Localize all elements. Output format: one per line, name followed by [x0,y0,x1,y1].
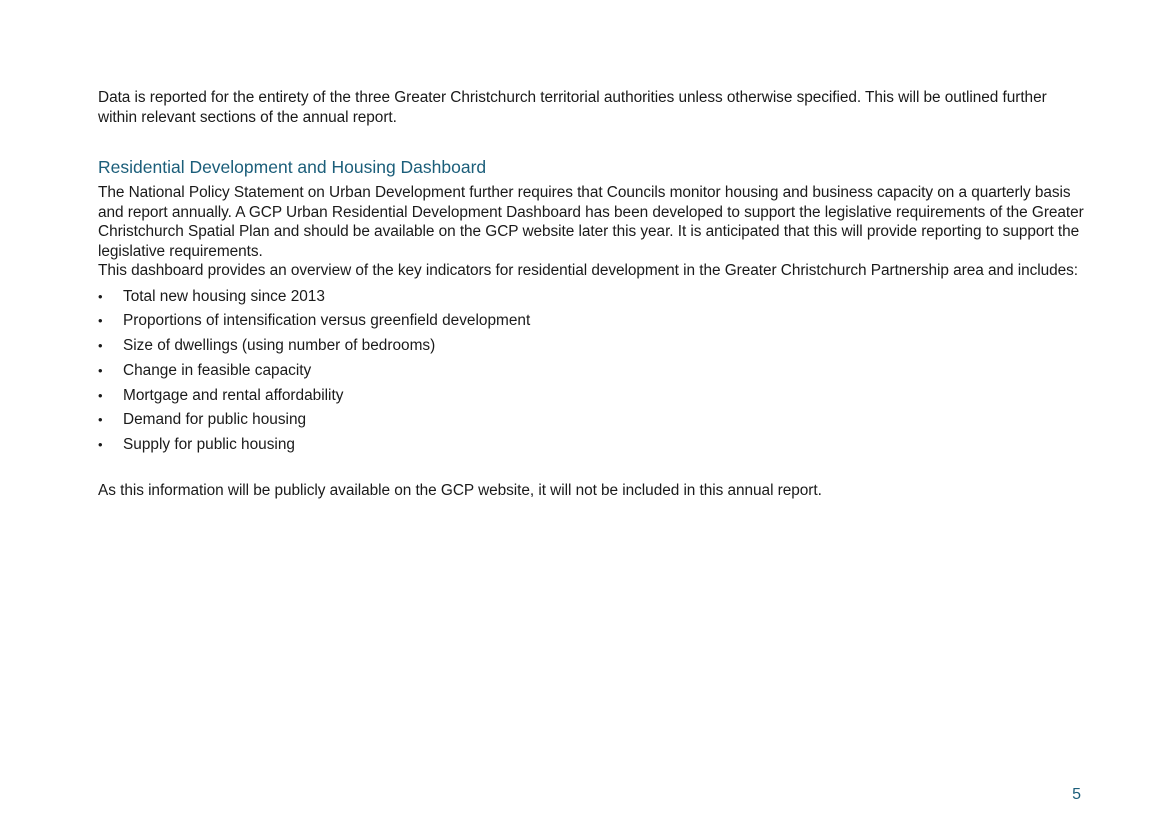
list-item: • Change in feasible capacity [98,359,1088,384]
section-heading: Residential Development and Housing Dashboard [98,157,487,177]
page-number: 5 [1072,786,1081,803]
document-page [98,88,1088,501]
section-paragraph-1: The National Policy Statement on Urban Development further requires that Councils monitor housing and business capacity on a quarterly basis and report annually. A GCP Urban Residential Development Dashboard has been developed to support the legislative requirements of the Greater Christchurch Spatial Plan and should be available on the GCP website later this year. It is anticipated that this will provide reporting to support the legislative requirements. [98,184,1084,260]
list-item: • Proportions of intensification versus greenfield development [98,309,1088,334]
section-paragraph-2: This dashboard provides an overview of the key indicators for residential development in the Greater Christchurch Partnership area and includes: [98,262,1079,279]
closing-paragraph: As this information will be publicly available on the GCP website, it will not be included in this annual report. [98,482,822,500]
list-item: • Supply for public housing [98,433,1088,458]
list-item: • Mortgage and rental affordability [98,384,1088,409]
indicator-list [98,285,1088,459]
list-item: • Total new housing since 2013 [98,285,1088,310]
list-item: • Demand for public housing [98,408,1088,433]
intro-paragraph: Data is reported for the entirety of the three Greater Christchurch territorial authorities unless otherwise specified. This will be outlined further within relevant sections of the annual report. [98,89,1047,126]
list-item: • Size of dwellings (using number of bedrooms) [98,334,1088,359]
